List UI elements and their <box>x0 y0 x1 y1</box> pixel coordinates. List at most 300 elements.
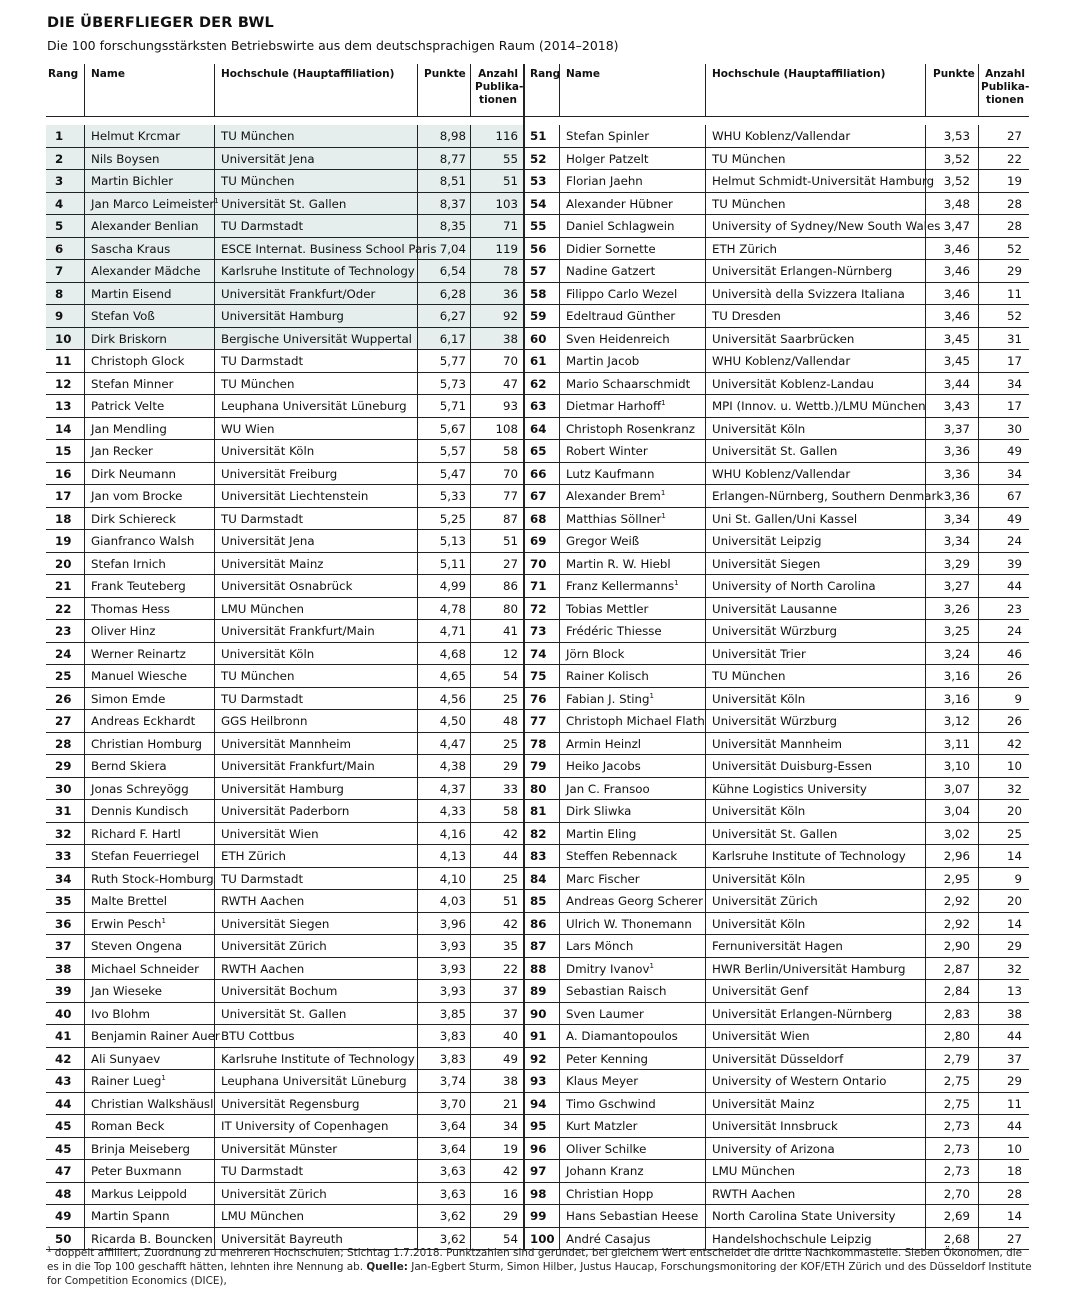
publications-cell: 49 <box>1006 511 1022 526</box>
points-cell: 6,28 <box>439 286 466 301</box>
rank-cell: 42 <box>55 1051 72 1066</box>
table-row <box>46 643 523 666</box>
publications-cell: 40 <box>502 1029 518 1043</box>
points-cell: 8,37 <box>439 196 466 211</box>
points-cell: 2,95 <box>943 871 970 886</box>
name-text: Roman Beck <box>91 1119 165 1133</box>
publications-cell: 47 <box>502 376 518 391</box>
name-cell <box>91 1093 213 1116</box>
table-row <box>525 980 1029 1003</box>
points-cell: 8,35 <box>439 219 466 233</box>
header-publications: Anzahl Publika- tionen <box>475 68 524 106</box>
footnote-ref: 1 <box>674 579 679 588</box>
points-cell: 5,33 <box>439 489 466 503</box>
points-cell: 2,68 <box>943 1231 970 1246</box>
name-text: Jonas Schreyögg <box>91 781 189 796</box>
name-text: Richard F. Hartl <box>91 826 181 841</box>
table-row <box>525 350 1029 373</box>
name-cell <box>566 508 666 531</box>
name-text: Erwin Pesch <box>91 916 162 931</box>
school-cell: University of Sydney/New South Wales <box>712 219 941 233</box>
points-cell: 4,47 <box>439 736 466 751</box>
name-cell <box>91 755 167 778</box>
rank-cell: 29 <box>55 759 72 773</box>
points-cell: 4,10 <box>439 871 466 886</box>
publications-cell: 80 <box>502 601 518 616</box>
name-text: Jan Wieseke <box>91 984 162 998</box>
points-cell: 2,73 <box>943 1164 970 1178</box>
rank-cell: 71 <box>530 579 547 593</box>
name-text: Dirk Schiereck <box>91 511 176 526</box>
table-row <box>46 913 523 936</box>
rank-cell: 74 <box>530 646 547 661</box>
name-text: Ruth Stock-Homburg <box>91 871 214 886</box>
rank-cell: 43 <box>55 1074 72 1088</box>
school-cell: Universität Münster <box>221 1141 338 1156</box>
table-row <box>525 913 1029 936</box>
name-cell <box>91 463 176 486</box>
points-cell: 2,69 <box>943 1209 970 1223</box>
school-cell: Universität Würzburg <box>712 714 837 728</box>
publications-cell: 58 <box>502 804 518 818</box>
rank-cell: 50 <box>55 1231 72 1246</box>
points-cell: 2,75 <box>943 1096 970 1111</box>
school-cell: TU Dresden <box>712 309 781 323</box>
name-cell <box>91 170 173 193</box>
name-cell <box>566 260 655 283</box>
publications-cell: 25 <box>502 691 518 706</box>
publications-cell: 77 <box>502 489 518 503</box>
points-cell: 3,83 <box>439 1029 466 1043</box>
name-cell <box>566 238 656 261</box>
school-cell: TU Darmstadt <box>221 219 304 233</box>
name-text: Johann Kranz <box>566 1164 644 1178</box>
school-cell: Universität St. Gallen <box>712 444 838 458</box>
school-cell: Universität Zürich <box>221 1186 327 1201</box>
school-cell: TU München <box>221 174 295 188</box>
name-text: Nils Boysen <box>91 151 160 166</box>
rank-cell: 81 <box>530 804 547 818</box>
rank-cell: 56 <box>530 241 547 256</box>
rank-cell: 51 <box>530 129 547 143</box>
school-cell: Universität Liechtenstein <box>221 489 369 503</box>
school-cell: Bergische Universität Wuppertal <box>221 331 412 346</box>
points-cell: 3,07 <box>943 781 970 796</box>
name-cell <box>91 418 167 441</box>
points-cell: 3,16 <box>943 669 970 683</box>
school-cell: TU München <box>221 669 295 683</box>
name-text: Peter Buxmann <box>91 1164 182 1178</box>
points-cell: 3,10 <box>943 759 970 773</box>
rank-cell: 10 <box>55 331 72 346</box>
school-cell: Universität Mainz <box>221 556 324 571</box>
publications-cell: 14 <box>1006 916 1022 931</box>
name-text: Dennis Kundisch <box>91 804 189 818</box>
points-cell: 3,34 <box>943 511 970 526</box>
school-cell: TU München <box>712 151 786 166</box>
name-cell <box>91 1160 182 1183</box>
name-text: Dirk Briskorn <box>91 331 167 346</box>
rank-cell: 22 <box>55 601 72 616</box>
ranking-table-right <box>523 64 1029 1250</box>
table-row <box>46 1115 523 1138</box>
name-text: Jan Mendling <box>91 421 167 436</box>
table-row <box>525 823 1029 846</box>
points-cell: 3,93 <box>439 939 466 953</box>
table-body-right <box>525 125 1029 1250</box>
school-cell: TU Darmstadt <box>221 354 304 368</box>
name-cell <box>91 530 194 553</box>
name-cell <box>566 530 639 553</box>
points-cell: 3,12 <box>943 714 970 728</box>
table-row <box>46 260 523 283</box>
name-cell <box>91 958 199 981</box>
rank-cell: 44 <box>55 1096 72 1111</box>
name-text: Sascha Kraus <box>91 241 171 256</box>
publications-cell: 22 <box>1006 151 1022 166</box>
rank-cell: 90 <box>530 1006 547 1021</box>
table-row <box>46 845 523 868</box>
rank-cell: 39 <box>55 984 72 998</box>
table-row <box>46 283 523 306</box>
publications-cell: 14 <box>1006 1209 1022 1223</box>
points-cell: 5,71 <box>439 399 466 413</box>
points-cell: 3,64 <box>439 1119 466 1133</box>
rank-cell: 45 <box>55 1141 72 1156</box>
points-cell: 3,52 <box>943 174 970 188</box>
publications-cell: 42 <box>1006 736 1022 751</box>
school-cell: Universität Frankfurt/Oder <box>221 286 376 301</box>
school-cell: Universität Hamburg <box>221 309 344 323</box>
publications-cell: 17 <box>1006 399 1022 413</box>
name-cell <box>91 440 153 463</box>
name-text: Robert Winter <box>566 444 648 458</box>
name-text: Dietmar Harhoff <box>566 399 662 413</box>
table-row <box>525 890 1029 913</box>
name-text: Andreas Eckhardt <box>91 714 196 728</box>
school-cell: Universität Hamburg <box>221 781 344 796</box>
table-row <box>525 418 1029 441</box>
name-text: Steffen Rebennack <box>566 849 678 863</box>
name-cell <box>91 980 162 1003</box>
publications-cell: 9 <box>1014 691 1022 706</box>
footnote-ref: 1 <box>161 916 166 925</box>
points-cell: 6,17 <box>439 331 466 346</box>
rank-cell: 99 <box>530 1209 547 1223</box>
points-cell: 4,37 <box>439 781 466 796</box>
points-cell: 3,29 <box>943 556 970 571</box>
name-text: Patrick Velte <box>91 399 165 413</box>
table-row <box>46 485 523 508</box>
points-cell: 5,67 <box>439 421 466 436</box>
publications-cell: 22 <box>502 961 518 976</box>
name-text: Edeltraud Günther <box>566 309 676 323</box>
rank-cell: 67 <box>530 489 547 503</box>
points-cell: 5,25 <box>439 511 466 526</box>
publications-cell: 42 <box>502 916 518 931</box>
publications-cell: 42 <box>502 826 518 841</box>
table-row <box>46 508 523 531</box>
school-cell: RWTH Aachen <box>221 894 305 908</box>
school-cell: Universität Regensburg <box>221 1096 360 1111</box>
publications-cell: 51 <box>502 174 518 188</box>
table-header <box>46 64 523 117</box>
header-points: Punkte <box>933 68 975 80</box>
publications-cell: 18 <box>1006 1164 1022 1178</box>
name-cell <box>566 215 674 238</box>
name-text: Holger Patzelt <box>566 151 649 166</box>
table-row <box>525 620 1029 643</box>
ranking-table <box>46 64 1030 1246</box>
rank-cell: 78 <box>530 736 547 751</box>
name-cell <box>566 1093 656 1116</box>
name-text: André Casajus <box>566 1231 651 1246</box>
name-text: Dmitry Ivanov <box>566 961 650 976</box>
publications-cell: 24 <box>1006 534 1022 548</box>
publications-cell: 20 <box>1006 804 1022 818</box>
school-cell: Uni St. Gallen/Uni Kassel <box>712 511 858 526</box>
table-row <box>525 148 1029 171</box>
table-row <box>46 238 523 261</box>
publications-cell: 25 <box>502 736 518 751</box>
points-cell: 3,27 <box>943 579 970 593</box>
name-cell <box>91 913 166 936</box>
name-cell <box>91 1070 166 1093</box>
publications-cell: 26 <box>1006 669 1022 683</box>
table-row <box>525 1093 1029 1116</box>
name-cell <box>91 868 214 891</box>
rank-cell: 93 <box>530 1074 547 1088</box>
table-row <box>46 215 523 238</box>
school-cell: North Carolina State University <box>712 1209 896 1223</box>
name-text: Alexander Benlian <box>91 219 199 233</box>
rank-cell: 37 <box>55 939 72 953</box>
table-row <box>46 170 523 193</box>
points-cell: 2,90 <box>943 939 970 953</box>
name-cell <box>566 328 670 351</box>
publications-cell: 36 <box>502 286 518 301</box>
school-cell: Universität Wien <box>712 1029 810 1043</box>
name-cell <box>91 260 201 283</box>
name-cell <box>91 215 199 238</box>
rank-cell: 69 <box>530 534 547 548</box>
name-cell <box>566 1070 638 1093</box>
points-cell: 4,71 <box>439 624 466 638</box>
table-row <box>525 1205 1029 1228</box>
rank-cell: 2 <box>55 151 64 166</box>
school-cell: TU Darmstadt <box>221 691 304 706</box>
rank-cell: 24 <box>55 646 72 661</box>
school-cell: TU München <box>712 669 786 683</box>
name-text: Jan Recker <box>91 444 153 458</box>
points-cell: 5,57 <box>439 444 466 458</box>
name-text: Frank Teuteberg <box>91 579 186 593</box>
name-text: Jörn Block <box>566 646 625 661</box>
rank-cell: 23 <box>55 624 72 638</box>
name-text: Fabian J. Sting <box>566 691 650 706</box>
rank-cell: 96 <box>530 1141 547 1156</box>
name-cell <box>91 1048 160 1071</box>
rank-cell: 63 <box>530 399 547 413</box>
name-cell <box>91 1205 170 1228</box>
school-cell: Universität Zürich <box>221 939 327 953</box>
publications-cell: 44 <box>1006 1029 1022 1043</box>
name-cell <box>566 868 640 891</box>
table-row <box>46 530 523 553</box>
table-row <box>525 935 1029 958</box>
school-cell: MPI (Innov. u. Wettb.)/LMU München <box>712 399 926 413</box>
points-cell: 3,36 <box>943 466 970 481</box>
rank-cell: 3 <box>55 174 64 188</box>
points-cell: 4,68 <box>439 646 466 661</box>
publications-cell: 14 <box>1006 849 1022 863</box>
footnote-ref: 1 <box>161 1074 166 1083</box>
table-row <box>525 1160 1029 1183</box>
rank-cell: 16 <box>55 466 72 481</box>
publications-cell: 58 <box>502 444 518 458</box>
table-body-left <box>46 125 523 1250</box>
name-text: Christoph Rosenkranz <box>566 421 695 436</box>
name-text: Sven Laumer <box>566 1006 644 1021</box>
table-row <box>525 260 1029 283</box>
publications-cell: 49 <box>502 1051 518 1066</box>
name-text: Ulrich W. Thonemann <box>566 916 692 931</box>
publications-cell: 30 <box>1006 421 1022 436</box>
header-school: Hochschule (Hauptaffiliation) <box>712 68 886 80</box>
points-cell: 2,92 <box>943 916 970 931</box>
points-cell: 3,44 <box>943 376 970 391</box>
table-row <box>46 193 523 216</box>
table-row <box>46 148 523 171</box>
name-text: Helmut Krcmar <box>91 129 181 143</box>
points-cell: 3,96 <box>439 916 466 931</box>
rank-cell: 62 <box>530 376 547 391</box>
table-row <box>525 508 1029 531</box>
header-rank: Rang <box>48 68 79 80</box>
name-text: Sven Heidenreich <box>566 331 670 346</box>
school-cell: Universität Saarbrücken <box>712 331 855 346</box>
school-cell: Universität Zürich <box>712 894 818 908</box>
rank-cell: 61 <box>530 354 547 368</box>
publications-cell: 49 <box>1006 444 1022 458</box>
rank-cell: 49 <box>55 1209 72 1223</box>
points-cell: 2,79 <box>943 1051 970 1066</box>
name-cell <box>91 1138 190 1161</box>
name-text: Jan Marco Leimeister <box>91 196 215 211</box>
name-text: Stefan Feuerriegel <box>91 849 200 863</box>
name-text: Martin Eisend <box>91 286 172 301</box>
table-row <box>46 350 523 373</box>
header-school: Hochschule (Hauptaffiliation) <box>221 68 395 80</box>
header-points: Punkte <box>424 68 466 80</box>
points-cell: 4,65 <box>439 669 466 683</box>
points-cell: 3,45 <box>943 331 970 346</box>
table-row <box>525 598 1029 621</box>
name-cell <box>566 935 633 958</box>
name-cell <box>566 800 631 823</box>
rank-cell: 25 <box>55 669 72 683</box>
school-cell: HWR Berlin/Universität Hamburg <box>712 961 906 976</box>
rank-cell: 79 <box>530 759 547 773</box>
name-cell <box>91 328 167 351</box>
publications-cell: 27 <box>1006 1231 1022 1246</box>
points-cell: 2,73 <box>943 1119 970 1133</box>
name-text: Simon Emde <box>91 691 166 706</box>
publications-cell: 25 <box>502 871 518 886</box>
name-text: Steven Ongena <box>91 939 183 953</box>
rank-cell: 73 <box>530 624 547 638</box>
points-cell: 2,73 <box>943 1141 970 1156</box>
rank-cell: 34 <box>55 871 72 886</box>
name-cell <box>566 575 679 598</box>
name-cell <box>91 643 186 666</box>
table-row <box>525 1003 1029 1026</box>
school-cell: Universität Siegen <box>221 916 330 931</box>
header-rank: Rang <box>530 68 561 80</box>
school-cell: Karlsruhe Institute of Technology <box>221 264 415 278</box>
name-text: Stefan Minner <box>91 376 174 391</box>
rank-cell: 94 <box>530 1096 547 1111</box>
publications-cell: 20 <box>1006 894 1022 908</box>
points-cell: 4,16 <box>439 826 466 841</box>
name-cell <box>91 1003 150 1026</box>
table-row <box>46 823 523 846</box>
name-text: Sebastian Raisch <box>566 984 667 998</box>
school-cell: TU München <box>712 196 786 211</box>
school-cell: RWTH Aachen <box>221 961 305 976</box>
publications-cell: 26 <box>1006 714 1022 728</box>
school-cell: Universität Erlangen-Nürnberg <box>712 264 893 278</box>
rank-cell: 48 <box>55 1186 72 1201</box>
table-row <box>525 1025 1029 1048</box>
school-cell: Erlangen-Nürnberg, Southern Denmark <box>712 489 944 503</box>
name-text: Martin Spann <box>91 1209 170 1223</box>
table-row <box>525 1183 1029 1206</box>
school-cell: Handelshochschule Leipzig <box>712 1231 872 1246</box>
points-cell: 3,63 <box>439 1186 466 1201</box>
school-cell: WU Wien <box>221 421 275 436</box>
school-cell: Università della Svizzera Italiana <box>712 286 905 301</box>
school-cell: Universität St. Gallen <box>712 826 838 841</box>
school-cell: Universität Siegen <box>712 556 821 571</box>
name-text: Ivo Blohm <box>91 1006 150 1021</box>
publications-cell: 71 <box>502 219 518 233</box>
points-cell: 3,93 <box>439 984 466 998</box>
footnote-ref: 1 <box>649 691 654 700</box>
publications-cell: 32 <box>1006 781 1022 796</box>
points-cell: 3,74 <box>439 1074 466 1088</box>
school-cell: Universität Duisburg-Essen <box>712 759 872 773</box>
name-text: Manuel Wiesche <box>91 669 187 683</box>
school-cell: Universität Innsbruck <box>712 1119 838 1133</box>
rank-cell: 12 <box>55 376 72 391</box>
table-row <box>46 688 523 711</box>
rank-cell: 21 <box>55 579 72 593</box>
publications-cell: 38 <box>502 1074 518 1088</box>
name-text: Martin R. W. Hiebl <box>566 556 671 571</box>
header-name: Name <box>566 68 600 80</box>
table-row <box>525 238 1029 261</box>
table-row <box>525 193 1029 216</box>
publications-cell: 19 <box>1006 174 1022 188</box>
table-row <box>46 800 523 823</box>
table-row <box>525 530 1029 553</box>
name-text: Rainer Kolisch <box>566 669 649 683</box>
rank-cell: 5 <box>55 219 64 233</box>
table-row <box>46 575 523 598</box>
name-text: Lutz Kaufmann <box>566 466 655 481</box>
name-text: Oliver Schilke <box>566 1141 647 1156</box>
